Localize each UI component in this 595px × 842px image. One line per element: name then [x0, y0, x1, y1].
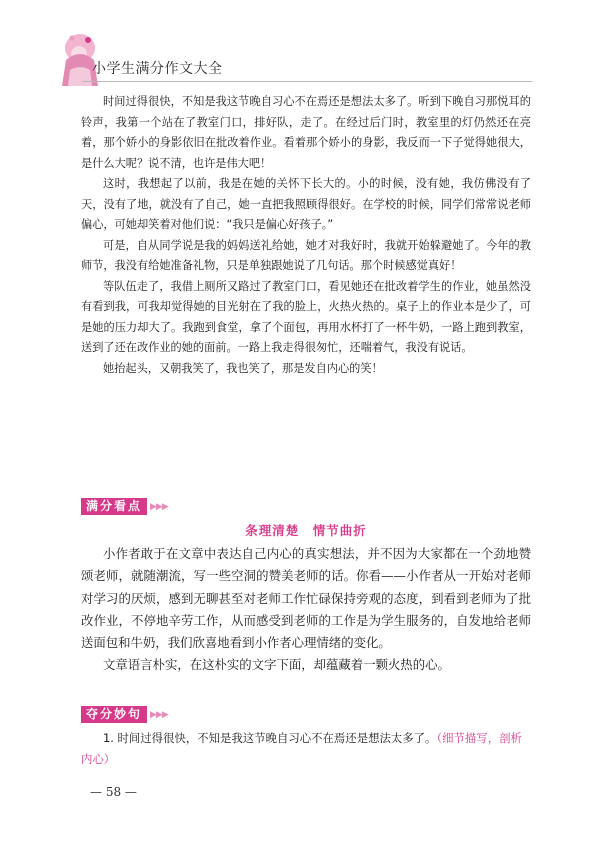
best-sentence-note: （细节描写，剖析内心）	[81, 731, 522, 766]
essay-paragraph: 她抬起头，又朝我笑了，我也笑了，那是发自内心的笑！	[103, 361, 383, 375]
section-subtitle: 条理清楚 情节曲折	[245, 523, 367, 538]
commentary	[81, 543, 531, 677]
arrow-icon: ▶▶▶	[150, 501, 168, 512]
commentary-paragraph: 小作者敢于在文章中表达自己内心的真实想法，并不因为大家都在一个劲地赞颂老师，就随潮流，写一些空洞的赞美老师的话。你看——小作者从一开始对老师对学习的厌烦，感到无聊甚至对老师工作忙碌保持旁观的态度，到看到老师为了批改作业，不停地辛劳工作，从而感受到老师的工作是为学生服务的，自发地给老师送面包和牛奶，我们欣喜地看到小作者心理情绪的变化。	[81, 546, 531, 651]
commentary-paragraph: 文章语言朴实，在这朴实的文字下面，却蕴藏着一颗火热的心。	[103, 657, 450, 673]
essay-paragraph: 等队伍走了，我借上厕所又路过了教室门口，看见她还在批改着学生的作业，她虽然没有看到我，可我却觉得她的目光射在了我的脸上，火热火热的。桌子上的作业本是少了，可是她的压力却大了。我跑到食堂，拿了个面包，再用水杯打了一杯牛奶，一路上跑到教室，送到了还在改作业的她的面前。一路上我走得很匆忙，还喘着气，我没有说话。	[81, 279, 531, 354]
section-heading-full-marks	[81, 497, 168, 516]
header-divider	[82, 81, 532, 82]
page-header	[0, 0, 595, 95]
arrow-icon: ▶▶▶	[150, 709, 168, 720]
section-label: 夺分妙句	[81, 706, 147, 723]
essay-paragraph: 可是，自从同学说是我的妈妈送礼给她，她才对我好时，我就开始躲避她了。今年的教师节，我没有给她准备礼物，只是单独跟她说了几句话。那个时候感觉真好！	[81, 238, 531, 272]
essay-body	[81, 92, 531, 379]
best-sentence-text: 1. 时间过得很快，不知是我这节晚自习心不在焉还是想法太多了。	[103, 731, 437, 745]
section-label: 满分看点	[81, 498, 147, 515]
section-heading-best-sentences	[81, 705, 168, 724]
page-number: — 58 —	[90, 785, 137, 799]
essay-paragraph: 这时，我想起了以前，我是在她的关怀下长大的。小的时候，没有她，我仿佛没有了天，没有了地，就没有了自己，她一直把我照顾得很好。在学校的时候，同学们常常说老师偏心，可她却笑着对他们说：“我只是偏心好孩子。”	[81, 177, 531, 231]
best-sentence-item	[81, 728, 531, 770]
book-title: 小学生满分作文大全	[92, 61, 223, 77]
essay-paragraph: 时间过得很快，不知是我这节晚自习心不在焉还是想法太多了。听到下晚自习那悦耳的铃声，我第一个站在了教室门口，排好队，走了。在经过后门时，教室里的灯仍然还在亮着，那个娇小的身影依旧在批改着作业。看着那个娇小的身影，我反而一下子觉得她很大，是什么大呢？说不清，也许是伟大吧！	[81, 95, 531, 170]
